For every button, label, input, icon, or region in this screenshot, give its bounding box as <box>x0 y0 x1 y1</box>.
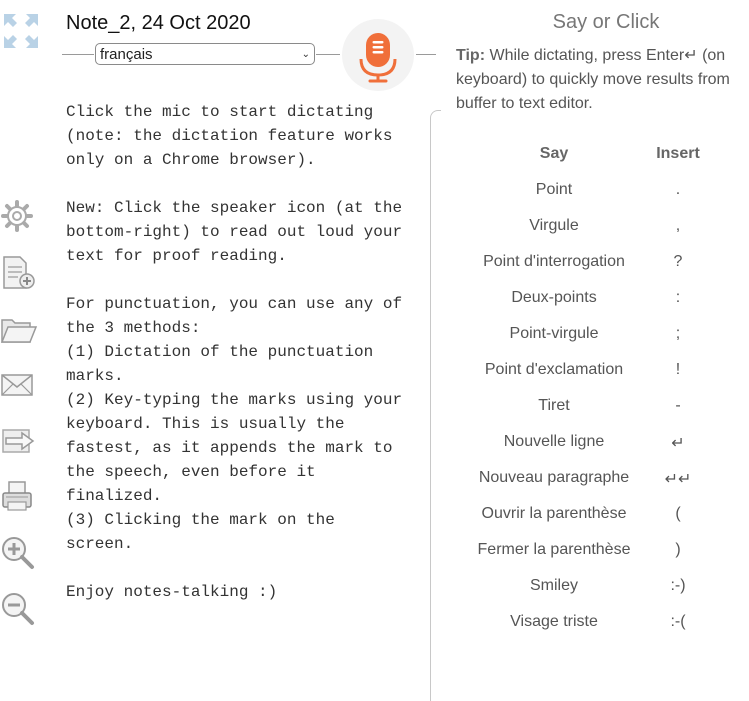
column-header-insert: Insert <box>656 145 700 162</box>
editor-paragraph: Enjoy notes-talking :) <box>66 583 278 601</box>
insert-mark[interactable]: ? <box>673 253 683 270</box>
say-phrase: Smiley <box>529 577 578 594</box>
insert-mark[interactable]: :-) <box>670 577 686 594</box>
insert-mark[interactable]: . <box>675 181 681 198</box>
editor-paragraph: Click the mic to start dictating (note: the dictation feature works only on a Chrome browser). <box>66 103 393 169</box>
insert-mark[interactable]: - <box>675 397 681 414</box>
divider-line <box>62 54 94 55</box>
language-select-value: français <box>100 45 153 63</box>
microphone-icon <box>342 19 414 91</box>
say-phrase: Ouvrir la parenthèse <box>481 505 627 522</box>
say-phrase: Point-virgule <box>509 325 599 342</box>
microphone-button[interactable] <box>342 19 414 91</box>
insert-mark[interactable]: ! <box>675 361 681 378</box>
column-header-say: Say <box>539 145 569 162</box>
print-icon[interactable] <box>0 478 38 516</box>
say-phrase: Deux-points <box>511 289 597 306</box>
settings-gear-icon[interactable] <box>0 197 38 235</box>
insert-mark[interactable]: ( <box>675 505 681 522</box>
say-phrase: Virgule <box>529 217 579 234</box>
divider-line <box>416 54 436 55</box>
editor-paragraph: New: Click the speaker icon (at the bottom-right) to read out loud your text for proof reading. <box>66 199 403 265</box>
tip-label: Tip: <box>456 47 486 64</box>
tip-text <box>456 44 746 116</box>
divider-line <box>316 54 340 55</box>
insert-mark[interactable]: ) <box>675 541 681 558</box>
zoom-out-icon[interactable] <box>0 590 38 628</box>
left-toolbar <box>0 0 42 688</box>
text-editor[interactable] <box>66 100 416 628</box>
open-folder-icon[interactable] <box>0 312 38 350</box>
insert-mark[interactable]: :-( <box>670 613 686 630</box>
panel-title: Say or Click <box>552 11 660 33</box>
chevron-down-icon: ⌄ <box>301 48 310 60</box>
insert-mark[interactable]: , <box>675 217 681 234</box>
tip-body: While dictating, press Enter↵ (on keyboard) to quickly move results from buffer to text editor. <box>456 47 730 112</box>
insert-mark[interactable]: : <box>675 289 681 306</box>
new-note-icon[interactable] <box>0 254 38 292</box>
say-phrase: Visage triste <box>510 613 598 630</box>
say-phrase: Point d'exclamation <box>484 361 624 378</box>
language-select[interactable] <box>95 43 315 65</box>
insert-mark[interactable]: ↵↵ <box>664 471 692 488</box>
note-title[interactable]: Note_2, 24 Oct 2020 <box>66 12 251 34</box>
say-phrase: Point <box>535 181 573 198</box>
insert-mark[interactable]: ; <box>675 325 681 342</box>
zoom-in-icon[interactable] <box>0 534 38 572</box>
editor-scrollbar[interactable] <box>430 110 441 701</box>
share-icon[interactable] <box>0 422 38 460</box>
say-phrase: Nouveau paragraphe <box>478 469 630 486</box>
say-phrase: Fermer la parenthèse <box>477 541 631 558</box>
say-phrase: Point d'interrogation <box>483 253 625 270</box>
fullscreen-icon[interactable] <box>2 12 40 50</box>
say-phrase: Tiret <box>538 397 570 414</box>
insert-mark[interactable]: ↵ <box>671 435 685 452</box>
say-phrase: Nouvelle ligne <box>503 433 605 450</box>
editor-paragraph: For punctuation, you can use any of the 3 methods: (1) Dictation of the punctuation marks. (2) Key-typing the marks using your keyboard. This is usually the fastest, as it appends the mark to the speech, even before it finalized. (3) Clicking the mark on the screen. <box>66 295 403 553</box>
email-icon[interactable] <box>0 367 38 405</box>
